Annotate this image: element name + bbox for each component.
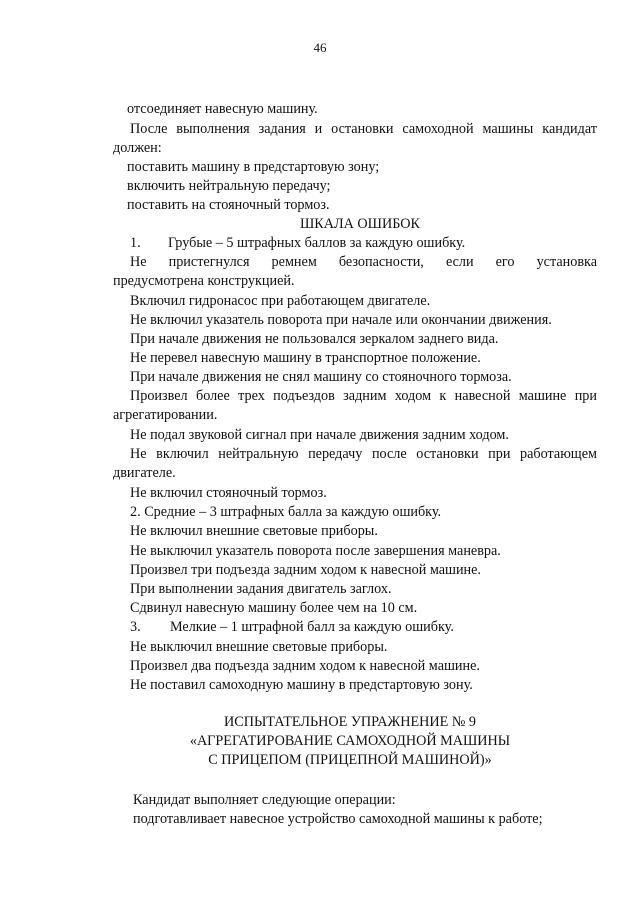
error-item: предусмотрена конструкцией. [113, 273, 295, 289]
category-heading: 2. Средние – 3 штрафных балла за каждую ошибку. [130, 504, 442, 520]
error-item: Включил гидронасос при работающем двигателе. [130, 293, 431, 309]
error-item: Не включил стояночный тормоз. [130, 485, 327, 501]
category-heading: Грубые – 5 штрафных баллов за каждую ошибку. [168, 235, 466, 251]
error-item: Не перевел навесную машину в транспортное положение. [130, 350, 481, 366]
exercise-title: С ПРИЦЕПОМ (ПРИЦЕПНОЙ МАШИНОЙ)» [208, 752, 492, 768]
error-item: Произвел более трех подъездов задним ходом к навесной машине при [130, 388, 597, 404]
error-item: При выполнении задания двигатель заглох. [130, 581, 392, 597]
paragraph-line: После выполнения задания и остановки самоходной машины кандидат [130, 121, 597, 137]
page-number: 46 [313, 40, 327, 55]
text-line: отсоединяет навесную машину. [127, 101, 318, 117]
error-item: При начале движения не пользовался зеркалом заднего вида. [130, 331, 499, 347]
error-item: Не выключил указатель поворота после завершения маневра. [130, 543, 501, 559]
exercise-title: «АГРЕГАТИРОВАНИЕ САМОХОДНОЙ МАШИНЫ [189, 733, 511, 749]
error-item: Не пристегнулся ремнем безопасности, если его установка [130, 254, 597, 270]
error-item: Не включил указатель поворота при начале или окончании движения. [130, 312, 552, 328]
list-number: 3. [130, 619, 141, 635]
list-item: поставить машину в предстартовую зону; [127, 159, 380, 175]
error-item: Произвел три подъезда задним ходом к навесной машине. [130, 562, 481, 578]
list-number: 1. [130, 235, 141, 251]
error-item: Не включил нейтральную передачу после остановки при работающем [130, 446, 597, 462]
error-item: Не выключил внешние световые приборы. [130, 639, 388, 655]
error-item: Произвел два подъезда задним ходом к навесной машине. [130, 658, 480, 674]
error-item: Не поставил самоходную машину в предстартовую зону. [130, 677, 473, 693]
section-heading: ШКАЛА ОШИБОК [300, 216, 420, 232]
error-item: Не включил внешние световые приборы. [130, 523, 378, 539]
category-heading: Мелкие – 1 штрафной балл за каждую ошибку. [170, 619, 454, 635]
paragraph-line: должен: [113, 140, 162, 156]
list-item: включить нейтральную передачу; [127, 178, 331, 194]
paragraph-line: подготавливает навесное устройство самоходной машины к работе; [133, 811, 543, 827]
error-item: Не подал звуковой сигнал при начале движения задним ходом. [130, 427, 509, 443]
error-item: агрегатировании. [113, 407, 218, 423]
exercise-title: ИСПЫТАТЕЛЬНОЕ УПРАЖНЕНИЕ № 9 [223, 714, 477, 730]
error-item: двигателе. [113, 465, 176, 481]
list-item: поставить на стояночный тормоз. [127, 197, 330, 213]
error-item: Сдвинул навесную машину более чем на 10 см. [130, 600, 418, 616]
error-item: При начале движения не снял машину со стояночного тормоза. [130, 369, 512, 385]
paragraph-line: Кандидат выполняет следующие операции: [133, 792, 396, 808]
